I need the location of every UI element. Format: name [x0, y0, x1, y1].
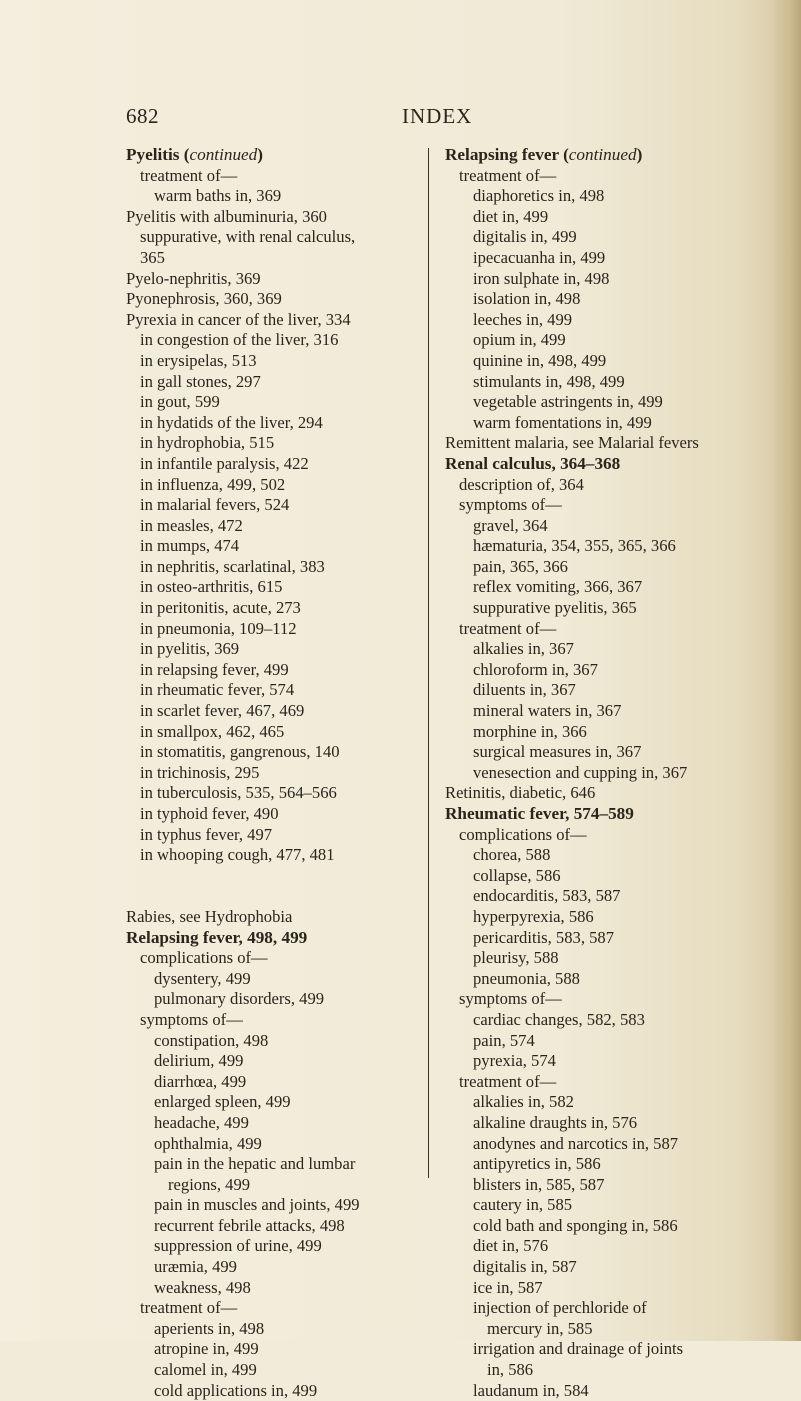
index-subentry: regions, 499	[168, 1174, 251, 1194]
index-subentry: in congestion of the liver, 316	[140, 330, 339, 350]
index-subentry: in whooping cough, 477, 481	[140, 845, 335, 865]
index-heading: Pyonephrosis, 360, 369	[126, 289, 282, 309]
index-heading: Pyelitis with albuminuria, 360	[126, 206, 327, 226]
index-subentry: endocarditis, 583, 587	[473, 886, 621, 906]
index-subentry: cautery in, 585	[473, 1195, 573, 1215]
entry-spacer	[126, 886, 426, 907]
index-subentry: aperients in, 498	[154, 1318, 265, 1338]
index-subentry: morphine in, 366	[473, 721, 587, 741]
index-subentry: ice in, 587	[473, 1277, 543, 1297]
index-column-right	[445, 145, 780, 1401]
index-subentry: ipecacuanha in, 499	[473, 247, 606, 267]
index-subentry: in nephritis, scarlatinal, 383	[140, 556, 325, 576]
index-subentry: quinine in, 498, 499	[473, 350, 607, 370]
index-subentry: anodynes and narcotics in, 587	[473, 1133, 679, 1153]
column-divider	[428, 148, 429, 1178]
index-subentry: in hydrophobia, 515	[140, 433, 275, 453]
index-subentry: suppurative, with renal calculus,	[140, 227, 356, 247]
index-subentry: diluents in, 367	[473, 680, 576, 700]
index-subentry: weakness, 498	[154, 1277, 251, 1297]
index-subentry: irrigation and drainage of joints	[473, 1339, 684, 1359]
index-subentry: in pyelitis, 369	[140, 639, 240, 659]
index-subentry: stimulants in, 498, 499	[473, 371, 625, 391]
index-subentry: pneumonia, 588	[473, 968, 580, 988]
index-subentry: complications of—	[459, 824, 587, 844]
index-subentry: uræmia, 499	[154, 1257, 237, 1277]
entry-spacer	[126, 866, 426, 887]
index-subentry: in relapsing fever, 499	[140, 659, 289, 679]
index-subentry: dysentery, 499	[154, 968, 251, 988]
index-subentry: in malarial fevers, 524	[140, 495, 290, 515]
index-subentry: ophthalmia, 499	[154, 1133, 262, 1153]
index-heading: Remittent malaria, see Malarial fevers	[445, 433, 699, 453]
index-subentry: vegetable astringents in, 499	[473, 392, 663, 412]
index-subentry: in hydatids of the liver, 294	[140, 412, 323, 432]
index-subentry: in rheumatic fever, 574	[140, 680, 295, 700]
index-subentry: hyperpyrexia, 586	[473, 906, 594, 926]
index-subentry: symptoms of—	[140, 1009, 243, 1029]
index-subentry: in measles, 472	[140, 515, 243, 535]
index-subentry: suppression of urine, 499	[154, 1236, 322, 1256]
index-subentry: pain in muscles and joints, 499	[154, 1195, 360, 1215]
index-subentry: suppurative pyelitis, 365	[473, 598, 637, 618]
index-subentry: hæmaturia, 354, 355, 365, 366	[473, 536, 676, 556]
index-subentry: surgical measures in, 367	[473, 742, 642, 762]
index-subentry: diaphoretics in, 498	[473, 186, 605, 206]
index-subentry: venesection and cupping in, 367	[473, 762, 688, 782]
index-subentry: treatment of—	[140, 165, 238, 185]
index-subentry: treatment of—	[459, 618, 557, 638]
index-subentry: symptoms of—	[459, 495, 562, 515]
index-subentry: digitalis in, 499	[473, 227, 577, 247]
index-subentry: pleurisy, 588	[473, 948, 559, 968]
index-subentry: diet in, 576	[473, 1236, 549, 1256]
index-subentry: gravel, 364	[473, 515, 548, 535]
index-subentry: laudanum in, 584	[473, 1380, 589, 1400]
index-subentry: in trichinosis, 295	[140, 762, 260, 782]
index-subentry: treatment of—	[459, 165, 557, 185]
index-subentry: collapse, 586	[473, 865, 561, 885]
index-subentry: in influenza, 499, 502	[140, 474, 286, 494]
index-subentry: in typhoid fever, 490	[140, 804, 279, 823]
index-subentry: in gout, 599	[140, 392, 220, 412]
index-subentry: treatment of—	[459, 1071, 557, 1091]
index-subentry: description of, 364	[459, 474, 584, 494]
index-subentry: enlarged spleen, 499	[154, 1092, 291, 1112]
index-subentry: blisters in, 585, 587	[473, 1174, 605, 1194]
index-subentry: cold bath and sponging in, 586	[473, 1215, 678, 1235]
index-subentry: iron sulphate in, 498	[473, 268, 610, 288]
index-subentry: injection of perchloride of	[473, 1298, 647, 1318]
index-subentry: symptoms of—	[459, 989, 562, 1009]
index-subentry: in peritonitis, acute, 273	[140, 598, 301, 618]
index-subentry: in, 586	[487, 1360, 534, 1380]
index-subentry: in tuberculosis, 535, 564–566	[140, 783, 337, 803]
index-subentry: cold applications in, 499	[154, 1380, 318, 1400]
index-subentry: 365	[140, 247, 165, 267]
index-subentry: headache, 499	[154, 1112, 249, 1132]
index-subentry: atropine in, 499	[154, 1339, 259, 1359]
index-subentry: constipation, 498	[154, 1030, 269, 1050]
index-heading: Pyelo-nephritis, 369	[126, 268, 261, 288]
index-subentry: opium in, 499	[473, 330, 566, 350]
index-subentry: treatment of—	[140, 1298, 238, 1318]
index-subentry: in gall stones, 297	[140, 371, 261, 391]
index-subentry: diarrhœa, 499	[154, 1071, 247, 1091]
index-subentry: in osteo-arthritis, 615	[140, 577, 283, 597]
page-title: INDEX	[402, 104, 473, 128]
index-subentry: in pneumonia, 109–112	[140, 618, 297, 638]
index-subentry: in mumps, 474	[140, 536, 240, 556]
index-subentry: chorea, 588	[473, 845, 551, 865]
index-subentry: in infantile paralysis, 422	[140, 453, 309, 473]
index-heading: Retinitis, diabetic, 646	[445, 783, 596, 803]
index-subentry: in typhus fever, 497	[140, 824, 273, 844]
index-subentry: in smallpox, 462, 465	[140, 721, 285, 741]
index-subentry: mercury in, 585	[487, 1318, 593, 1338]
index-subentry: warm fomentations in, 499	[473, 412, 652, 432]
index-subentry: alkaline draughts in, 576	[473, 1112, 638, 1132]
index-subentry: reflex vomiting, 366, 367	[473, 577, 643, 597]
index-heading: Renal calculus, 364–368	[445, 453, 621, 473]
index-subentry: calomel in, 499	[154, 1360, 257, 1380]
index-subentry: digitalis in, 587	[473, 1257, 577, 1277]
page-number: 682	[126, 104, 159, 128]
index-subentry: in stomatitis, gangrenous, 140	[140, 742, 340, 762]
index-subentry: complications of—	[140, 948, 268, 968]
index-heading: Relapsing fever (continued)	[445, 145, 643, 164]
index-subentry: pain, 365, 366	[473, 556, 568, 576]
index-column-left	[126, 145, 426, 1401]
index-subentry: alkalies in, 582	[473, 1092, 574, 1112]
index-subentry: pericarditis, 583, 587	[473, 927, 615, 947]
index-subentry: pulmonary disorders, 499	[154, 989, 325, 1009]
index-heading: Relapsing fever, 498, 499	[126, 927, 308, 947]
index-subentry: chloroform in, 367	[473, 659, 598, 679]
index-subentry: delirium, 499	[154, 1051, 244, 1071]
index-subentry: isolation in, 498	[473, 289, 581, 309]
index-subentry: pain in the hepatic and lumbar	[154, 1154, 356, 1174]
index-subentry: cardiac changes, 582, 583	[473, 1009, 645, 1029]
index-subentry: leeches in, 499	[473, 309, 573, 329]
index-subentry: in erysipelas, 513	[140, 350, 257, 370]
index-subentry: in scarlet fever, 467, 469	[140, 701, 305, 721]
index-heading: Pyelitis (continued)	[126, 145, 263, 164]
index-subentry: pyrexia, 574	[473, 1051, 556, 1071]
index-subentry: pain, 574	[473, 1030, 535, 1050]
index-subentry: recurrent febrile attacks, 498	[154, 1215, 345, 1235]
index-heading: Rabies, see Hydrophobia	[126, 906, 293, 926]
index-heading: Pyrexia in cancer of the liver, 334	[126, 309, 351, 329]
index-subentry: mineral waters in, 367	[473, 701, 622, 721]
index-subentry: antipyretics in, 586	[473, 1154, 601, 1174]
index-subentry: diet in, 499	[473, 206, 549, 226]
index-heading: Rheumatic fever, 574–589	[445, 804, 634, 823]
index-subentry: alkalies in, 367	[473, 639, 574, 659]
index-subentry: warm baths in, 369	[154, 186, 282, 206]
